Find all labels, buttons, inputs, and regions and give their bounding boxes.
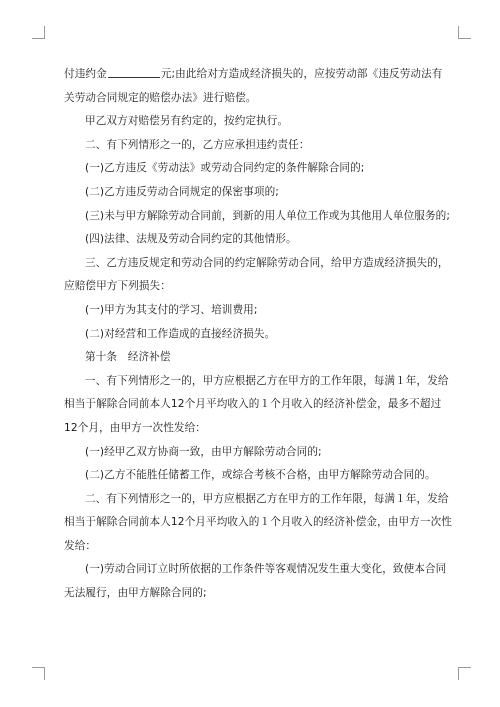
paragraph: 一、有下列情形之一的，甲方应根据乙方在甲方的工作年限，每满１年，发给相当于解除合同前本人12个月平均收入的１个月收入的经济补偿金，最多不超过12个月，由甲方一次性发给： <box>64 374 449 434</box>
crop-mark-top-left <box>32 26 45 39</box>
paragraph: (四)法律、法规及劳动合同约定的其他情形。 <box>85 233 297 246</box>
paragraph: 二、有下列情形之一的，乙方应承担违约责任： <box>85 138 310 151</box>
document-body <box>64 63 452 606</box>
paragraph: (一)劳动合同订立时所依据的工作条件等客观情况发生重大变化，致使本合同无法履行，由甲方解除合同的; <box>64 563 447 600</box>
article-heading: 第十条 经济补偿 <box>85 351 171 364</box>
amount-blank-field <box>108 66 160 78</box>
paragraph: (一)乙方违反《劳动法》或劳动合同约定的条件解除合同的; <box>85 162 365 175</box>
text-segment: 付违约金 <box>64 68 107 80</box>
paragraph: 三、乙方违反规定和劳动合同的约定解除劳动合同，给甲方造成经济损失的，应赔偿甲方下列损失： <box>64 256 449 293</box>
text-segment: 元;由此给对方造成经济损失的，应按劳动部《违反劳动法有关劳动合同规定的赔偿办法》进行赔偿。 <box>64 68 443 104</box>
paragraph: (二)乙方违反劳动合同规定的保密事项的; <box>85 185 279 198</box>
paragraph: (三)未与甲方解除劳动合同前，到新的用人单位工作或为其他用人单位服务的; <box>85 209 451 222</box>
paragraph-penalty-clause <box>64 63 452 110</box>
paragraph: 甲乙双方对赔偿另有约定的，按约定执行。 <box>85 115 289 128</box>
crop-mark-bottom-right <box>458 667 471 680</box>
paragraph: (一)经甲乙双方协商一致，由甲方解除劳动合同的; <box>85 445 322 458</box>
crop-mark-top-right <box>458 26 471 39</box>
paragraph: 二、有下列情形之一的，甲方应根据乙方在甲方的工作年限，每满１年，发给相当于解除合同前本人12个月平均收入的１个月收入的经济补偿金，由甲方一次性发给： <box>64 492 452 552</box>
paragraph: (二)对经营和工作造成的直接经济损失。 <box>85 327 276 340</box>
paragraph: (二)乙方不能胜任储蓄工作，或综合考核不合格，由甲方解除劳动合同的。 <box>85 469 436 482</box>
crop-mark-bottom-left <box>32 667 45 680</box>
paragraph: (一)甲方为其支付的学习、培训费用; <box>85 303 258 316</box>
